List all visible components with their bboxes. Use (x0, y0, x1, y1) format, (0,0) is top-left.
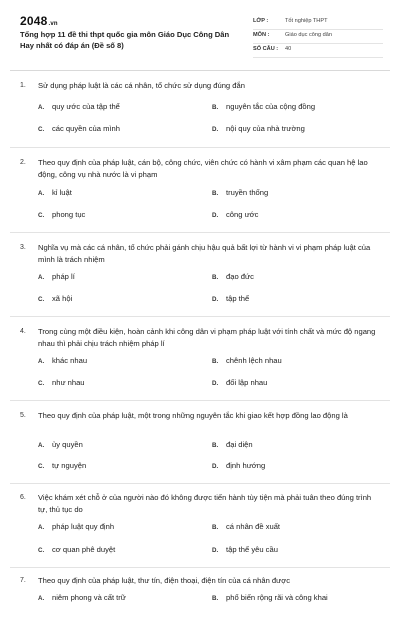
option-text: cá nhân đề xuất (226, 522, 281, 531)
option-text: đối lập nhau (226, 378, 268, 387)
option-letter: C. (38, 212, 45, 219)
option-c[interactable] (38, 124, 120, 133)
question-text: Theo quy định của pháp luật, thư tín, điện thoại, điện tín của cá nhân được (38, 576, 290, 585)
option-letter: B. (212, 524, 219, 531)
option-text: pháp luật quy định (52, 522, 115, 531)
option-b[interactable] (212, 522, 280, 531)
option-c[interactable] (38, 294, 72, 303)
option-letter: D. (212, 547, 219, 554)
question-item (10, 148, 390, 233)
option-letter: B. (212, 190, 219, 197)
option-text: cơ quan phê duyệt (52, 545, 116, 554)
option-letter: C. (38, 126, 45, 133)
page-title: Tổng hợp 11 đề thi thpt quốc gia môn Giáo Dục Công Dân Hay nhất có đáp án (Đề số 8) (20, 30, 230, 50)
meta-key: LỚP : (253, 18, 269, 24)
option-d[interactable] (212, 124, 305, 133)
option-c[interactable] (38, 378, 85, 387)
option-text: quy ước của tập thể (52, 102, 120, 111)
question-text: Sử dụng pháp luật là các cá nhân, tổ chức sử dụng đúng đắn (38, 81, 245, 90)
question-text: Trong cùng một điều kiện, hoàn cảnh khi công dân vi phạm pháp luật với tính chất và mức độ ngang nhau thì phải chịu trách nhiệm pháp lí (38, 327, 376, 348)
option-letter: A. (38, 442, 45, 449)
option-text: nội quy của nhà trường (226, 124, 305, 133)
option-text: định hướng (226, 461, 266, 470)
question-number: 1. (20, 82, 26, 89)
question-number: 3. (20, 244, 26, 251)
question-item (10, 401, 390, 484)
option-text: phong tục (52, 210, 86, 219)
question-item (10, 568, 390, 628)
question-item (10, 233, 390, 317)
option-text: nguyên tắc của cộng đồng (226, 102, 316, 111)
option-d[interactable] (212, 294, 249, 303)
option-letter: A. (38, 595, 45, 602)
option-text: pháp lí (52, 272, 75, 281)
meta-key: MÔN : (253, 32, 270, 38)
option-letter: C. (38, 380, 45, 387)
option-text: khác nhau (52, 356, 88, 365)
page-header (0, 0, 400, 62)
option-text: các quyền của mình (52, 124, 120, 133)
option-text: đạo đức (226, 272, 254, 281)
option-text: niêm phong và cất trữ (52, 593, 126, 602)
option-letter: C. (38, 463, 45, 470)
meta-key: SỐ CÂU : (253, 46, 279, 52)
option-text: xã hội (52, 294, 73, 303)
option-text: như nhau (52, 378, 85, 387)
option-letter: B. (212, 595, 219, 602)
logo-sub: .vn (48, 21, 58, 27)
option-d[interactable] (212, 210, 258, 219)
option-b[interactable] (212, 102, 315, 111)
option-letter: D. (212, 126, 219, 133)
option-letter: A. (38, 190, 45, 197)
option-letter: B. (212, 358, 219, 365)
question-number: 4. (20, 328, 26, 335)
option-letter: D. (212, 380, 219, 387)
option-d[interactable] (212, 545, 278, 554)
option-d[interactable] (212, 461, 265, 470)
option-a[interactable] (38, 593, 126, 602)
option-letter: A. (38, 524, 45, 531)
meta-value: 40 (285, 46, 292, 52)
option-b[interactable] (212, 593, 328, 602)
meta-row-class (253, 16, 383, 30)
option-c[interactable] (38, 461, 86, 470)
option-letter: D. (212, 296, 219, 303)
option-d[interactable] (212, 378, 267, 387)
question-item (10, 70, 390, 148)
option-letter: C. (38, 296, 45, 303)
question-item (10, 317, 390, 401)
question-number: 6. (20, 494, 26, 501)
option-text: kỉ luật (52, 188, 72, 197)
option-text: tập thể (226, 294, 250, 303)
option-b[interactable] (212, 188, 268, 197)
question-text: Theo quy định của pháp luật, cán bộ, công chức, viên chức có hành vi xâm phạm các quan hệ lao động, công vụ nhà nước là vi phạm (38, 158, 368, 179)
option-text: đại diện (226, 440, 253, 449)
option-a[interactable] (38, 272, 75, 281)
meta-row-subject (253, 30, 383, 44)
meta-value: Giáo dục công dân (285, 32, 332, 38)
option-b[interactable] (212, 440, 253, 449)
question-item (10, 484, 390, 568)
option-letter: A. (38, 274, 45, 281)
option-c[interactable] (38, 545, 115, 554)
option-c[interactable] (38, 210, 85, 219)
option-a[interactable] (38, 102, 120, 111)
option-text: tự nguyện (52, 461, 87, 470)
option-letter: B. (212, 104, 219, 111)
option-text: tập thể yêu cầu (226, 545, 278, 554)
site-logo[interactable] (20, 14, 58, 28)
option-letter: A. (38, 104, 45, 111)
option-text: ủy quyền (52, 440, 83, 449)
question-text: Theo quy định của pháp luật, một trong những nguyên tắc khi giao kết hợp đồng lao động là (38, 411, 348, 420)
option-letter: A. (38, 358, 45, 365)
question-number: 5. (20, 412, 26, 419)
option-text: phổ biến rộng rãi và công khai (226, 593, 328, 602)
question-text: Nghĩa vụ mà các cá nhân, tổ chức phải gánh chịu hậu quả bất lợi từ hành vi vi phạm pháp luật của mình là trách nhiệm (38, 243, 371, 264)
option-a[interactable] (38, 356, 87, 365)
option-a[interactable] (38, 188, 72, 197)
logo-main: 2048 (20, 14, 48, 28)
question-text: Việc khám xét chỗ ở của người nào đó không được tiến hành tùy tiện mà phải tuân theo đúng trình tự, thủ tục do (38, 493, 372, 514)
option-letter: B. (212, 442, 219, 449)
question-number: 7. (20, 577, 26, 584)
option-a[interactable] (38, 440, 83, 449)
option-b[interactable] (212, 356, 282, 365)
option-letter: C. (38, 547, 45, 554)
option-a[interactable] (38, 522, 114, 531)
option-text: truyền thống (226, 188, 269, 197)
option-b[interactable] (212, 272, 254, 281)
option-text: chênh lệch nhau (226, 356, 282, 365)
option-letter: D. (212, 212, 219, 219)
exam-meta (253, 16, 383, 58)
option-letter: B. (212, 274, 219, 281)
meta-row-count (253, 44, 383, 58)
question-list (0, 70, 400, 628)
option-letter: D. (212, 463, 219, 470)
meta-value: Tốt nghiệp THPT (285, 18, 328, 24)
option-text: công ước (226, 210, 259, 219)
question-number: 2. (20, 159, 26, 166)
